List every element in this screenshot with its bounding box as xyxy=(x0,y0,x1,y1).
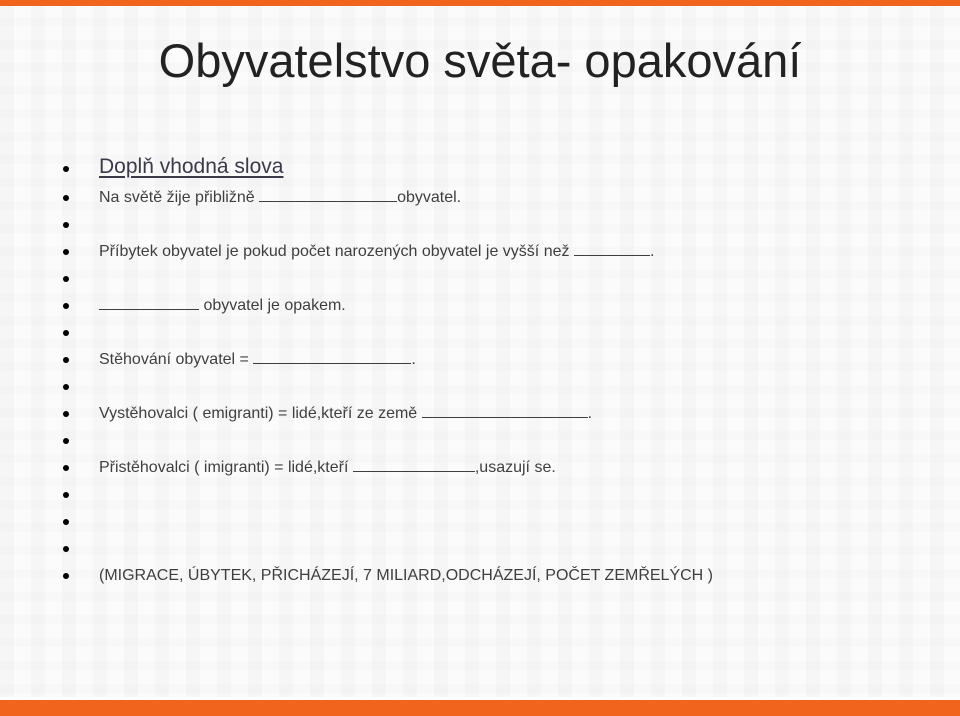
bullet-icon xyxy=(63,546,69,552)
bullet-icon xyxy=(63,222,69,228)
sentence-text: obyvatel je opakem. xyxy=(199,297,346,314)
list-item xyxy=(0,186,960,210)
sentence-text: . xyxy=(649,243,655,260)
list-item xyxy=(0,267,960,291)
sentence-4 xyxy=(99,348,416,372)
exercise-heading: Doplň vhodná slova xyxy=(99,155,284,178)
bullet-icon xyxy=(63,573,69,579)
sentence-text: Na světě žije přibližně xyxy=(99,189,260,206)
answer-blank[interactable] xyxy=(259,187,397,202)
list-item xyxy=(0,564,960,588)
list-item xyxy=(0,456,960,480)
bullet-icon xyxy=(63,438,69,444)
bullet-icon xyxy=(63,249,69,255)
bullet-icon xyxy=(63,330,69,336)
bullet-icon xyxy=(63,465,69,471)
top-accent-bar xyxy=(0,0,960,6)
bullet-icon xyxy=(63,519,69,525)
list-item xyxy=(0,294,960,318)
sentence-5 xyxy=(99,402,592,426)
sentence-2 xyxy=(99,240,654,264)
list-item xyxy=(0,537,960,561)
sentence-1 xyxy=(99,186,461,210)
list-item xyxy=(0,510,960,534)
answer-blank[interactable] xyxy=(253,349,411,364)
answer-blank[interactable] xyxy=(422,403,588,418)
sentence-text: . xyxy=(411,351,416,368)
sentence-3 xyxy=(99,294,346,318)
bottom-accent-bar xyxy=(0,697,960,716)
bullet-icon xyxy=(63,303,69,309)
sentence-text: Přistěhovalci ( imigranti) = lidé,kteří xyxy=(99,459,353,476)
list-item xyxy=(0,240,960,264)
list-item xyxy=(0,321,960,345)
bullet-icon xyxy=(63,166,69,172)
sentence-text: ,usazují se. xyxy=(474,459,556,476)
list-item xyxy=(0,157,960,181)
sentence-text: . xyxy=(587,405,593,422)
bullet-icon xyxy=(63,492,69,498)
bullet-icon xyxy=(63,357,69,363)
bullet-icon xyxy=(63,411,69,417)
bullet-icon xyxy=(63,384,69,390)
sentence-6 xyxy=(99,456,556,480)
sentence-text: Příbytek obyvatel je pokud počet narozených obyvatel je vyšší než xyxy=(99,243,574,260)
answer-blank[interactable] xyxy=(99,295,199,310)
list-item xyxy=(0,375,960,399)
bullet-icon xyxy=(63,276,69,282)
list-item xyxy=(0,483,960,507)
sentence-text: Stěhování obyvatel = xyxy=(99,351,254,368)
answer-blank[interactable] xyxy=(574,241,650,256)
answer-blank[interactable] xyxy=(353,457,475,472)
word-bank: (MIGRACE, ÚBYTEK, PŘICHÁZEJÍ, 7 MILIARD,ODCHÁZEJÍ, POČET ZEMŘELÝCH ) xyxy=(99,567,714,584)
list-item xyxy=(0,213,960,237)
list-item xyxy=(0,348,960,372)
slide-title: Obyvatelstvo světa- opakování xyxy=(158,34,802,87)
bullet-icon xyxy=(63,195,69,201)
sentence-text: obyvatel. xyxy=(397,189,462,206)
list-item xyxy=(0,402,960,426)
sentence-text: Vystěhovalci ( emigranti) = lidé,kteří ze země xyxy=(99,405,422,422)
list-item xyxy=(0,429,960,453)
